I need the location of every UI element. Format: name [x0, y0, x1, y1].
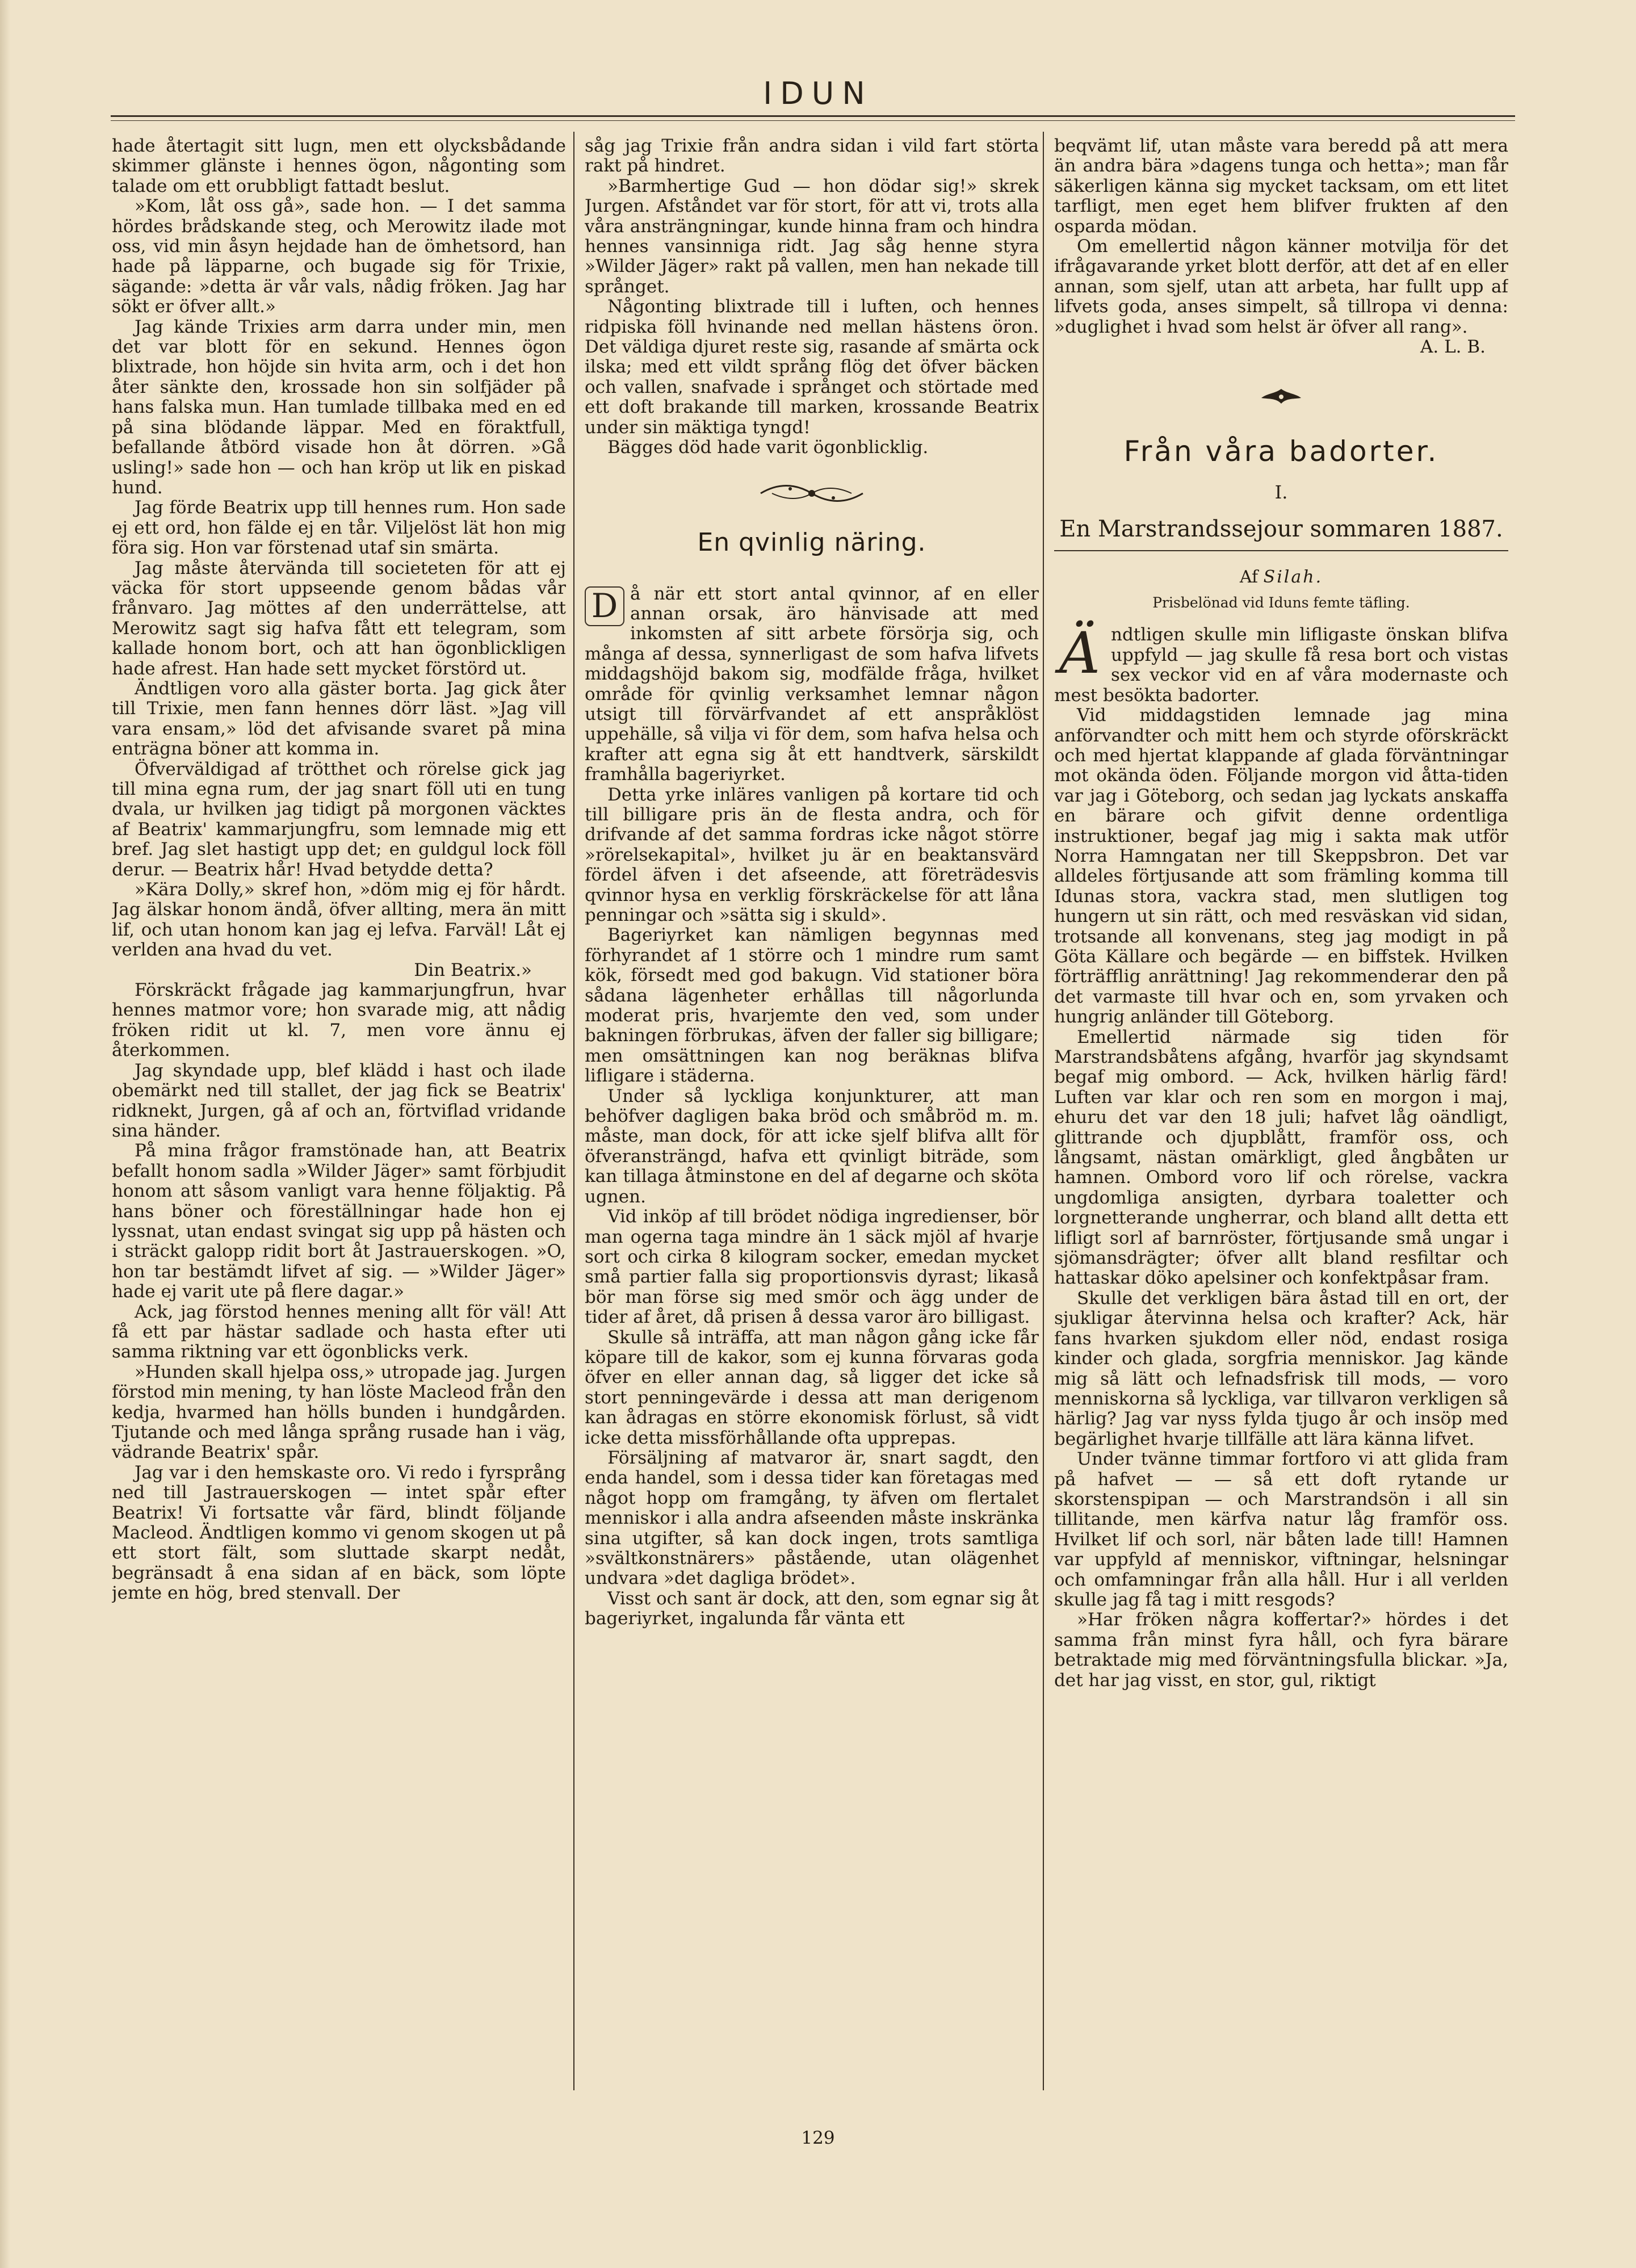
paragraph: beqvämt lif, utan måste vara beredd på att mera än andra bära »dagens tunga och hetta»; man får säkerligen känna sig mycket tacksam, om ett litet tarfligt, men eget hem blifver frukten af den osparda mödan. — [1054, 136, 1508, 237]
paragraph: Om emellertid någon känner motvilja för det ifrågavarande yrket blott derför, att det af en eller annan, som sjelf, utan att arbeta, har fullt upp af lifvets goda, anses simpelt, så tillropa vi denna: »duglighet i hvad som helst är öfver all rang». — [1054, 236, 1508, 337]
paragraph: Vid inköp af till brödet nödiga ingredienser, bör man ogerna taga mindre än 1 säck mjöl af hvarje sort och cirka 8 kilogram socker, emedan mycket små partier falla sig proportionsvis dyrast; likaså bör man förse sig med smör och ägg under de tider af året, då prisen å dessa varor äro billigast. — [585, 1206, 1039, 1328]
paragraph: Jag kände Trixies arm darra under min, men det var blott för en sekund. Hennes ögon blixtrade, hon höjde sin hvita arm, och i det hon åter sänkte den, krossade hon sin solfjäder på hans falska mun. Han tumlade tillbaka med en ed på sina blödande läppar. Med en föraktfull, befallande åtbörd visade hon åt dörren. »Gå usling!» sade hon — och han kröp ut lik en piskad hund. — [112, 316, 566, 498]
paragraph: Detta yrke inläres vanligen på kortare tid och till billigare pris än de flesta andra, och för drifvande af det samma fordras icke något större »rörelsekapital», hvilket ju är en beaktansvärd fördel äfven i det afseende, att företrädesvis qvinnor hysa en verklig förskräckelse för att låna penningar och »sätta sig i skuld». — [585, 784, 1039, 925]
byline-author: Silah. — [1263, 567, 1323, 588]
paragraph: Skulle det verkligen bära åstad till en ort, der sjukligar återvinna helsa och krafter? Ack, här fans hvarken sjukdom eller nöd, endast rosiga kinder och glada, sorgfria menniskor. Jag kände mig så lätt och lefnadsfrisk till mods, — voro menniskorna så lyckliga, var tillvaron verkligen så härlig? Jag var nyss fylda tjugo år och insöp med begärlighet hvarje tillfälle att lära känna lifvet. — [1054, 1288, 1508, 1449]
column-divider-2 — [1043, 132, 1044, 2090]
paragraph: Jag var i den hemskaste oro. Vi redo i fyrsprång ned till Jastrauerskogen — intet spår efter Beatrix! Vi fortsatte vår färd, blindt följande Macleod. Ändtligen kommo vi genom skogen ut på ett stort fält, som sluttade skarpt nedåt, begränsadt å ena sidan af en bäck, som löpte jemte en hög, bred stenvall. Der — [112, 1462, 566, 1604]
paragraph-with-dropcap — [1054, 620, 1508, 706]
paragraph: såg jag Trixie från andra sidan i vild fart störta rakt på hindret. — [585, 136, 1039, 177]
column-2 — [585, 136, 1039, 2123]
paragraph: Under tvänne timmar fortforo vi att glida fram på hafvet — — så ett doft rytande ur skorstenspipan — och Marstrandsön i all sin tillitande, men kärfva natur låg framför oss. Hvilket lif och sorl, när båten lade till! Hamnen var uppfyld af menniskor, viftningar, helsningar och omfamningar från alla håll. Hur i all verlden skulle jag få tag i mitt resgods? — [1054, 1449, 1508, 1610]
paragraph: Någonting blixtrade till i luften, och hennes ridpiska föll hvinande ned mellan hästens öron. Det väldiga djuret reste sig, rasande af smärta ock ilska; med ett vildt språng flög det öfver bäcken och vallen, snafvade i språnget och störtade med ett doft brakande till marken, krossande Beatrix under sin mäktiga tyngd! — [585, 296, 1039, 438]
masthead-rule-thick — [111, 115, 1515, 117]
column-3 — [1054, 136, 1508, 2123]
paragraph: Förskräckt frågade jag kammarjungfrun, hvar hennes matmor vore; hon svarade mig, att nådig fröken ridit ut kl. 7, men vore ännu ej återkommen. — [112, 980, 566, 1061]
paragraph: Öfverväldigad af trötthet och rörelse gick jag till mina egna rum, der jag snart föll uti en tung dvala, ur hvilken jag tidigt på morgonen väcktes af Beatrix' kammarjungfru, som lemnade mig ett bref. Jag slet hastigt upp det; en guldgul lock föll derur. — Beatrix hår! Hvad betydde detta? — [112, 758, 566, 880]
article-title: En qvinlig näring. — [697, 527, 926, 557]
paragraph: Vid middagstiden lemnade jag mina anförvandter och mitt hem och styrde oförskräckt och med hjertat klappande af glada förväntningar mot okända öden. Följande morgon vid åtta-tiden var jag i Göteborg, och sedan jag lyckats anskaffa en bärare och gifvit denne ordentliga instruktioner, begaf jag mig i sakta mak utför Norra Hamngatan ner till Skeppsbron. Det var alldeles förtjusande att som främling komma till Idunas stora, vackra stad, men slutligen tog hungern ut sin rätt, och med resväskan vid sidan, trotsande all konvenans, steg jag modigt in på Göta Källare och begärde — en biffstek. Hvilken förträfflig anrättning! Jag rekommenderar den på det varmaste till hvar och en, som yrvaken och hungrig anländer till Göteborg. — [1054, 705, 1508, 1028]
article-signature: A. L. B. — [1420, 337, 1486, 358]
ornament-divider-icon — [585, 481, 1039, 507]
paragraph: Ack, jag förstod hennes mening allt för väl! Att få ett par hästar sadlade och hasta efter uti samma riktning var ett ögonblicks verk. — [112, 1301, 566, 1363]
column-divider-1 — [573, 132, 574, 2090]
paragraph: Visst och sant är dock, att den, som egnar sig åt bageriyrket, ingalunda får vänta ett — [585, 1588, 1039, 1629]
paragraph: Under så lyckliga konjunkturer, att man behöfver dagligen baka bröd och småbröd m. m. måste, man dock, för att icke sjelf blifva allt för öfveransträngd, hafva ett qvinligt biträde, som kan tillaga åtminstone en del af degarne och sköta ugnen. — [585, 1085, 1039, 1207]
byline — [1054, 566, 1508, 589]
section-title: Från våra badorter. — [1123, 435, 1439, 468]
paragraph: »Hunden skall hjelpa oss,» utropade jag. Jurgen förstod min mening, ty han löste Macleod från den kedja, hvarmed han hölls bunden i hundgården. Tjutande och med långa språng rusade han i väg, vädrande Beatrix' spår. — [112, 1361, 566, 1463]
paragraph-with-dropcap — [585, 584, 1039, 785]
paragraph: Jag förde Beatrix upp till hennes rum. Hon sade ej ett ord, hon fälde ej en tår. Viljelöst lät hon mig föra sig. Hon var förstenad utaf sin smärta. — [112, 497, 566, 559]
paragraph-text: ndtligen skulle min lifligaste önskan blifva uppfyld — jag skulle få resa bort och vistas sex veckor vid en af våra modernaste och mest besökta badorter. — [1054, 624, 1508, 706]
paragraph-text: å när ett stort antal qvinnor, af en eller annan orsak, äro hänvisade att med inkomsten af sitt arbete försörja sig, och många af dessa, synnerligast de som hafva lifvets middagshöjd bakom sig, modfälde fråga, hvilket område för qvinlig verksamhet lemnar någon utsigt till förvärfvandet af ett anspråklöst uppehälle, så vilja vi för dem, som hafva helsa och krafter att egna sig åt ett handtverk, särskildt framhålla bageriyrket. — [585, 583, 1039, 785]
dropcap-letter: Ä — [1059, 620, 1101, 687]
prize-note: Prisbelönad vid Iduns femte täfling. — [1152, 594, 1410, 611]
page-number: 129 — [801, 2128, 835, 2148]
paragraph: Bägges död hade varit ögonblicklig. — [607, 437, 929, 458]
dropcap-letter: D — [585, 586, 624, 626]
masthead-rule-thin — [111, 120, 1515, 121]
paragraph: Jag måste återvända till societeten för att ej väcka för stort uppseende genom bådas vår frånvaro. Jag möttes af den underrättelse, att Merowitz sagt sig hafva fått ett telegram, som kallade honom bort, och att han ögonblickligen hade afrest. Han hade sett mycket förstörd ut. — [112, 557, 566, 679]
paragraph: »Barmhertige Gud — hon dödar sig!» skrek Jurgen. Afståndet var för stort, för att vi, trots alla våra ansträngningar, kunde hinna fram och hindra hennes vansinniga ridt. Jag såg henne styra »Wilder Jäger» rakt på vallen, men han nekade till språnget. — [585, 175, 1039, 297]
fleuron-ornament-icon — [1054, 385, 1508, 412]
paragraph: »Har fröken några koffertar?» hördes i det samma från minst fyra håll, och fyra bärare betraktade mig med förväntningsfulla blickar. »Ja, det har jag visst, en stor, gul, riktigt — [1054, 1609, 1508, 1691]
masthead-title: IDUN — [763, 76, 873, 111]
paragraph: Försäljning af matvaror är, snart sagdt, den enda handel, som i dessa tider kan företagas med något hopp om framgång, ty äfven om flertalet menniskor i alla andra afseenden måste inskränka sina utgifter, så kan dock ingen, trots samtliga »svältkonstnärers» påstående, utan olägenhet undvara »det dagliga brödet». — [585, 1447, 1039, 1589]
paragraph: hade återtagit sitt lugn, men ett olycksbådande skimmer glänste i hennes ögon, någonting som talade om ett orubbligt fattadt beslut. — [112, 136, 566, 196]
paragraph: »Kära Dolly,» skref hon, »döm mig ej för hårdt. Jag älskar honom ändå, öfver allting, mera än mitt lif, och utan honom kan jag ej lefva. Farväl! Låt ej verlden ana hvad du vet. — [112, 879, 566, 961]
paragraph: Skulle så inträffa, att man någon gång icke får köpare till de kakor, som ej kunna förvaras goda öfver en eller annan dag, så ligger det icke så stort penningevärde i dessa att man derigenom kan ådragas en större ekonomisk förlust, så vidt icke detta missförhållande ofta upprepas. — [585, 1327, 1039, 1448]
section-number: I. — [1274, 481, 1288, 504]
paragraph: »Kom, låt oss gå», sade hon. — I det samma hördes brådskande steg, och Merowitz ilade mot oss, vid min åsyn hejdade han de ömhetsord, han hade på läpparne, och bugade sig för Trixie, sägande: »detta är vår vals, nådig fröken. Jag har sökt er öfver allt.» — [112, 196, 566, 317]
paragraph: På mina frågor framstönade han, att Beatrix befallt honom sadla »Wilder Jäger» samt förbjudit honom att såsom vanligt vara henne följaktig. På hans böner och föreställningar hade hon ej lyssnat, utan endast svingat sig upp på hästen och i sträckt galopp ridit bort åt Jastrauerskogen. »O, hon tar bestämdt lifvet af sig. — »Wilder Jäger» hade ej varit ute på flere dagar.» — [112, 1141, 566, 1302]
paragraph: Emellertid närmade sig tiden för Marstrandsbåtens afgång, hvarför jag skyndsamt begaf mig ombord. — Ack, hvilken härlig färd! Luften var klar och ren som en morgon i maj, ehuru det var den 18 juli; hafvet låg oändligt, glittrande och djupblått, framför oss, och långsamt, nästan omärkligt, gled ångbåten ur hamnen. Ombord voro lif och rörelse, vackra ungdomliga ansigten, dyrbara toaletter och lorgnetterande ungherrar, och bland allt detta ett lifligt sorl af barnröster, förtjusande små ungar i sjömansdrägter; öfver allt bland resfiltar och hattaskar döko apelsiner och konfektpåsar fram. — [1054, 1026, 1508, 1289]
page-shadow-edge — [0, 0, 10, 2268]
article-subtitle: En Marstrandssejour sommaren 1887. — [1054, 515, 1508, 551]
paragraph: Bageriyrket kan nämligen begynnas med förhyrandet af 1 större och 1 mindre rum samt kök, försedt med god bakugn. Vid stationer böra sådana lägenheter erhållas till någorlunda moderat pris, hvarjemte den ved, som under bakningen förbrukas, äfven der faller sig billigare; men omsättningen kan nog beräknas blifva lifligare i städerna. — [585, 925, 1039, 1087]
paragraph: Ändtligen voro alla gäster borta. Jag gick åter till Trixie, men fann hennes dörr läst. »Jag vill vara ensam,» löd det afvisande svaret på mina enträgna böner att komma in. — [112, 678, 566, 760]
column-1 — [112, 136, 566, 2123]
paragraph: Jag skyndade upp, blef klädd i hast och ilade obemärkt ned till stallet, der jag fick se Beatrix' ridknekt, Jurgen, gå af och an, förtviflad vridande sina händer. — [112, 1060, 566, 1141]
letter-signature: Din Beatrix.» — [414, 959, 532, 980]
byline-prefix: Af — [1239, 567, 1259, 588]
